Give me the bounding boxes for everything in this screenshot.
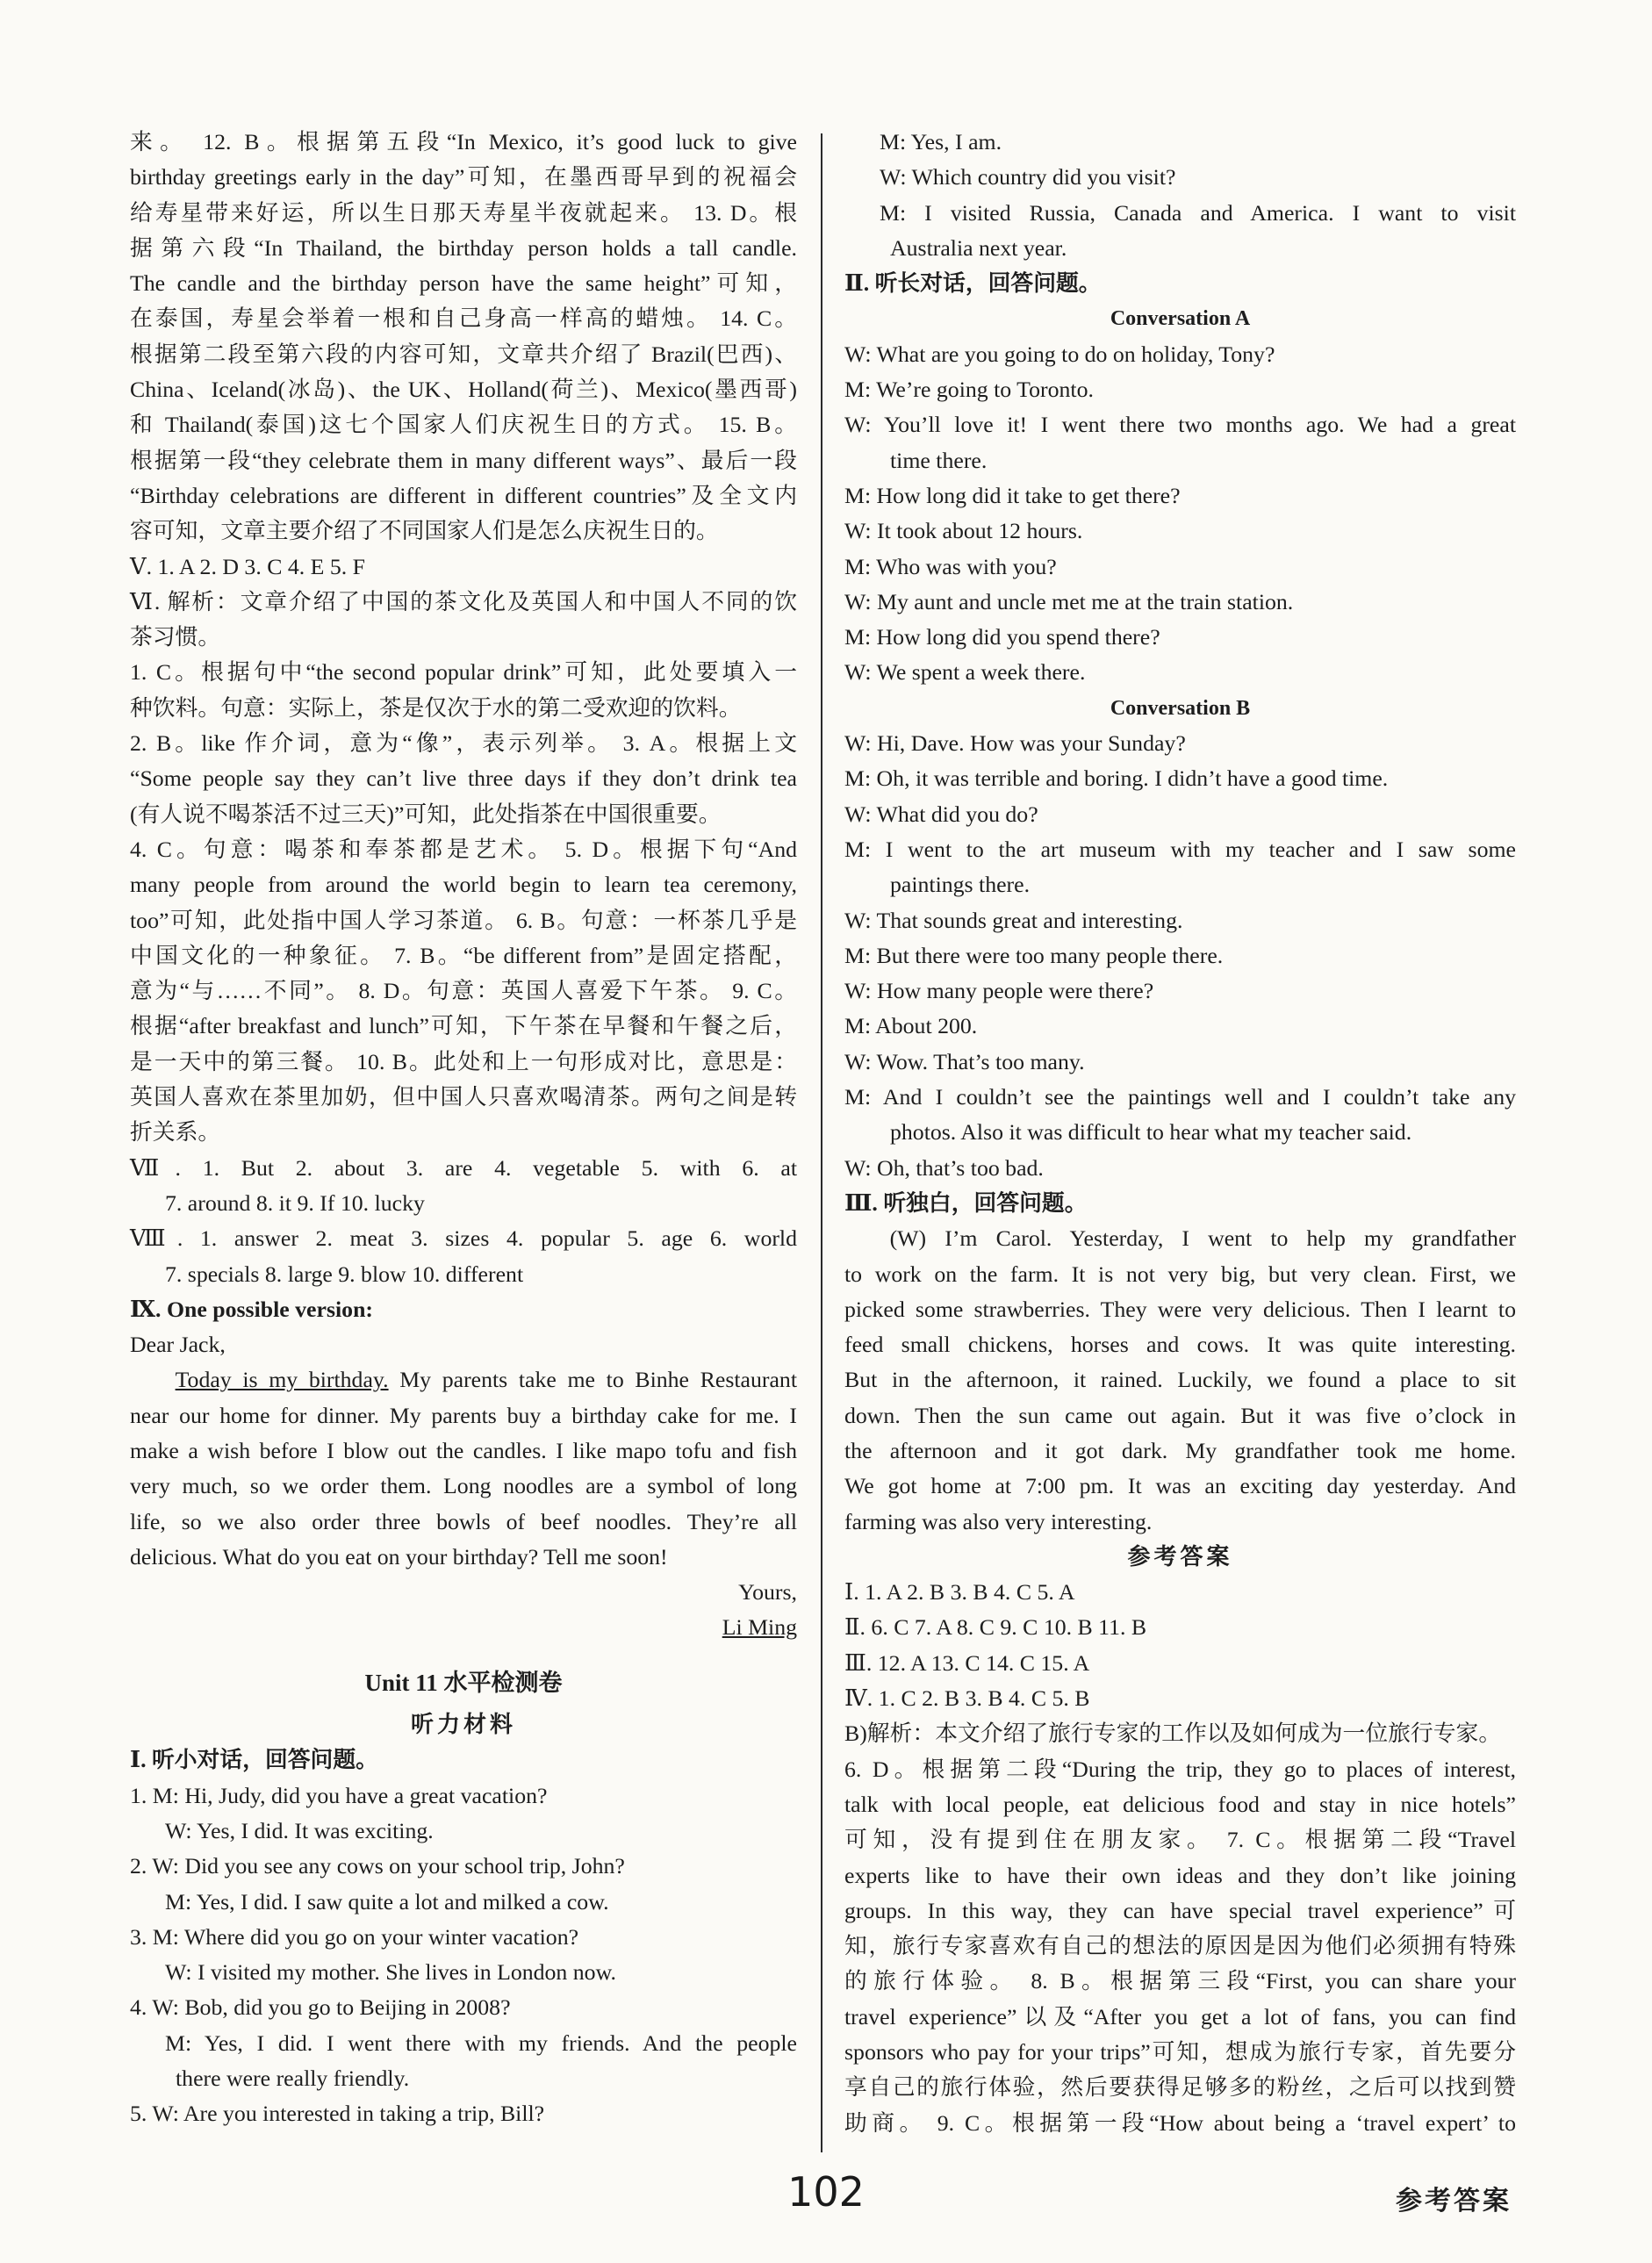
text-line: sponsors who pay for your trips”可知，想成为旅行专家，首先要分 [844, 2039, 1516, 2065]
text-line: 4. C。句意：喝茶和奉茶都是艺术。 5. D。根据下句“And [130, 836, 797, 862]
text-line: talk with local people, eat delicious food and stay in nice hotels” [844, 1791, 1516, 1817]
text-line: W: You’ll love it! I went there two months ago. We had a great [844, 412, 1516, 438]
text-line: many people from around the world begin to learn tea ceremony, [130, 872, 797, 898]
text-line: 根据“after breakfast and lunch”可知，下午茶在早餐和午餐之后， [130, 1013, 797, 1039]
text-line: Conversation A [1110, 307, 1251, 331]
text-line: W: Which country did you visit? [880, 164, 1176, 190]
text-line: M: And I couldn’t see the paintings well and I couldn’t take any [844, 1084, 1516, 1110]
text-line: 据第六段“In Thailand, the birthday person holds a tall candle. [130, 234, 797, 261]
text-line: Today is my birthday. My parents take me to Binhe Restaurant [175, 1367, 797, 1393]
text-line: Ⅰ. 听小对话，回答问题。 [130, 1747, 378, 1773]
text-line: But in the afternoon, it rained. Luckily, we found a place to sit [844, 1367, 1516, 1393]
text-line: M: Who was with you? [844, 553, 1057, 579]
footer-label: 参考答案 [1396, 2186, 1512, 2216]
text-line: M: We’re going to Toronto. [844, 377, 1094, 403]
text-line: Dear Jack, [130, 1332, 226, 1358]
text-line: photos. Also it was difficult to hear what my teacher said. [890, 1119, 1412, 1146]
text-line: delicious. What do you eat on your birthday? Tell me soon! [130, 1543, 668, 1570]
text-line: 1. C。根据句中“the second popular drink”可知，此处要填入一 [130, 659, 797, 686]
text-line: W: How many people were there? [844, 978, 1154, 1004]
text-line: feed small chickens, horses and cows. It was quite interesting. [844, 1332, 1516, 1358]
text-line: 1. M: Hi, Judy, did you have a great vacation? [130, 1782, 548, 1808]
text-line: Li Ming [722, 1614, 797, 1641]
text-line: 中国文化的一种象征。 7. B。“be different from”是固定搭配， [130, 942, 797, 968]
text-line: 6. D。根据第二段“During the trip, they go to places of interest, [844, 1756, 1516, 1782]
text-line: 茶习惯。 [130, 624, 221, 650]
text-line: W: Wow. That’s too many. [844, 1048, 1085, 1074]
text-line: (W) I’m Carol. Yesterday, I went to help my grandfather [889, 1225, 1516, 1252]
right-column [844, 125, 1516, 2141]
text-line: “Birthday celebrations are different in different countries”及全文内 [130, 482, 797, 508]
text-line: 2. W: Did you see any cows on your school trip, John? [130, 1853, 625, 1879]
text-line: near our home for dinner. My parents buy a birthday cake for me. I [130, 1402, 797, 1428]
text-line: Ⅷ. 1. answer 2. meat 3. sizes 4. popular 5. age 6. world [130, 1225, 797, 1252]
text-line: W: We spent a week there. [844, 659, 1086, 686]
text-line: M: I visited Russia, Canada and America. I want to visit [880, 199, 1516, 226]
text-line: M: About 200. [844, 1013, 978, 1039]
text-line: to work on the farm. It is not very big, but very clean. First, we [844, 1261, 1516, 1287]
text-line: Ⅱ. 听长对话，回答问题。 [844, 270, 1102, 297]
page-number: 102 [787, 2168, 865, 2216]
text-line: 2. B。like 作介词，意为“像”，表示列举。 3. A。根据上文 [130, 730, 797, 757]
text-line [130, 1646, 797, 1665]
text-line: travel experience”以及“After you get a lot of fans, you can find [844, 2003, 1516, 2030]
text-line: 是一天中的第三餐。 10. B。此处和上一句形成对比，意思是： [130, 1048, 797, 1074]
text-line: W: Yes, I did. It was exciting. [165, 1817, 434, 1843]
text-line: W: What did you do? [844, 801, 1038, 827]
text-line: time there. [890, 447, 988, 473]
text-line: 4. W: Bob, did you go to Beijing in 2008? [130, 1994, 511, 2021]
text-line: experts like to have their own ideas and they don’t like joining [844, 1862, 1516, 1888]
text-line: W: I visited my mother. She lives in London now. [165, 1959, 616, 1986]
text-line: down. Then the sun came out again. But it was five o’clock in [844, 1402, 1516, 1428]
text-line: Ⅵ. 解析：文章介绍了中国的茶文化及英国人和中国人不同的饮 [130, 588, 797, 614]
text-line: The candle and the birthday person have the same height”可知， [130, 270, 797, 297]
text-line: M: How long did you spend there? [844, 624, 1160, 650]
text-line: 根据第一段“they celebrate them in many different ways”、最后一段 [130, 447, 797, 473]
text-line: 可知，没有提到住在朋友家。 7. C。根据第二段“Travel [844, 1827, 1516, 1853]
left-column [130, 125, 797, 2132]
column-divider [821, 133, 822, 2152]
text-line: M: Yes, I did. I went there with my friends. And the people [165, 2030, 797, 2056]
text-line: B)解析：本文介绍了旅行专家的工作以及如何成为一位旅行专家。 [844, 1721, 1502, 1747]
text-line: 知，旅行专家喜欢有自己的想法的原因是因为他们必须拥有特殊 [844, 1933, 1516, 1959]
text-line: Yours, [738, 1579, 797, 1606]
text-line: 参考答案 [1127, 1543, 1233, 1570]
text-line: Ⅳ. 1. C 2. B 3. B 4. C 5. B [844, 1685, 1090, 1712]
text-line: 助商。 9. C。根据第一段“How about being a ‘travel expert’ to [844, 2109, 1516, 2136]
text-line: 根据第二段至第六段的内容可知，文章共介绍了 Brazil(巴西)、 [130, 341, 797, 367]
text-line: Ⅱ. 6. C 7. A 8. C 9. C 10. B 11. B [844, 1614, 1147, 1641]
text-line: Unit 11 水平检测卷 [364, 1669, 563, 1696]
text-line: W: What are you going to do on holiday, Tony? [844, 341, 1275, 367]
text-line: very much, so we order them. Long noodles are a symbol of long [130, 1473, 797, 1499]
text-line: picked some strawberries. They were very delicious. Then I learnt to [844, 1296, 1516, 1322]
text-line: 的旅行体验。 8. B。根据第三段“First, you can share your [844, 1968, 1516, 1994]
text-line: Ⅲ. 12. A 13. C 14. C 15. A [844, 1649, 1090, 1676]
text-line: Australia next year. [890, 234, 1067, 261]
text-line: Ⅶ. 1. But 2. about 3. are 4. vegetable 5. with 6. at [130, 1154, 797, 1181]
underlined-phrase: Today is my birthday. [175, 1367, 389, 1393]
text-line: Ⅸ. One possible version: [130, 1296, 374, 1322]
text-line: M: Oh, it was terrible and boring. I didn’t have a good time. [844, 765, 1389, 792]
text-line: 享自己的旅行体验，然后要获得足够多的粉丝，之后可以找到赞 [844, 2074, 1516, 2101]
text-line: groups. In this way, they can have special travel experience”可 [844, 1897, 1516, 1923]
text-line: W: Hi, Dave. How was your Sunday? [844, 730, 1186, 757]
text-line: We got home at 7:00 pm. It was an exciting day yesterday. And [844, 1473, 1516, 1499]
text-line: there were really friendly. [176, 2065, 410, 2092]
text-line [130, 1700, 797, 1707]
text-line: 英国人喜欢在茶里加奶，但中国人只喜欢喝清茶。两句之间是转 [130, 1084, 797, 1110]
text-line: M: I went to the art museum with my teacher and I saw some [844, 836, 1516, 862]
text-line: Ⅴ. 1. A 2. D 3. C 4. E 5. F [130, 553, 366, 579]
text-line: “Some people say they can’t live three days if they don’t drink tea [130, 765, 797, 792]
text-line: 7. specials 8. large 9. blow 10. different [165, 1261, 524, 1287]
text-line: M: But there were too many people there. [844, 942, 1224, 968]
text-line: M: How long did it take to get there? [844, 482, 1181, 508]
text-line: 7. around 8. it 9. If 10. lucky [165, 1189, 425, 1216]
text-line: Ⅰ. 1. A 2. B 3. B 4. C 5. A [844, 1579, 1075, 1606]
text-line: too”可知，此处指中国人学习茶道。 6. B。句意：一杯茶几乎是 [130, 907, 797, 933]
text-line: Ⅲ. 听独白，回答问题。 [844, 1189, 1088, 1216]
text-line: M: Yes, I am. [880, 129, 1002, 154]
text-line: the afternoon and it got dark. My grandfather took me home. [844, 1437, 1516, 1463]
text-line: birthday greetings early in the day”可知，在墨西哥早到的祝福会 [130, 164, 797, 190]
text-line: W: That sounds great and interesting. [844, 907, 1183, 933]
text-line: 5. W: Are you interested in taking a trip, Bill? [130, 2101, 545, 2127]
text-line: W: My aunt and uncle met me at the train station. [844, 588, 1294, 614]
text-line: Conversation B [1110, 696, 1251, 720]
text-line: farming was also very interesting. [844, 1508, 1153, 1534]
text-line: paintings there. [890, 872, 1031, 898]
text-line: W: It took about 12 hours. [844, 518, 1083, 544]
text-line: 种饮料。句意：实际上，茶是仅次于水的第二受欢迎的饮料。 [130, 694, 742, 721]
text-line: 来。 12. B。根据第五段“In Mexico, it’s good luck to give [130, 129, 797, 154]
text-line: M: Yes, I did. I saw quite a lot and milked a cow. [165, 1888, 609, 1915]
text-line: 给寿星带来好运，所以生日那天寿星半夜就起来。 13. D。根 [130, 199, 797, 226]
text-line: 和 Thailand(泰国)这七个国家人们庆祝生日的方式。 15. B。 [130, 412, 797, 438]
text-line: 容可知，文章主要介绍了不同国家人们是怎么庆祝生日的。 [130, 518, 719, 544]
text-line: 在泰国，寿星会举着一根和自己身高一样高的蜡烛。 14. C。 [130, 305, 797, 332]
text-line: (有人说不喝茶活不过三天)”可知，此处指茶在中国很重要。 [130, 801, 722, 827]
text-line: 听力材料 [410, 1712, 516, 1738]
text-line: 意为“与……不同”。 8. D。句意：英国人喜爱下午茶。 9. C。 [130, 978, 797, 1004]
text-line: 3. M: Where did you go on your winter vacation? [130, 1923, 579, 1950]
text-line: 折关系。 [130, 1119, 221, 1146]
text-line: make a wish before I blow out the candles. I like mapo tofu and fish [130, 1437, 797, 1463]
text-line: life, so we also order three bowls of beef noodles. They’re all [130, 1508, 797, 1534]
text-line: China、Iceland(冰岛)、the UK、Holland(荷兰)、Mexico(墨西哥) [130, 377, 797, 403]
text-line: W: Oh, that’s too bad. [844, 1154, 1044, 1181]
